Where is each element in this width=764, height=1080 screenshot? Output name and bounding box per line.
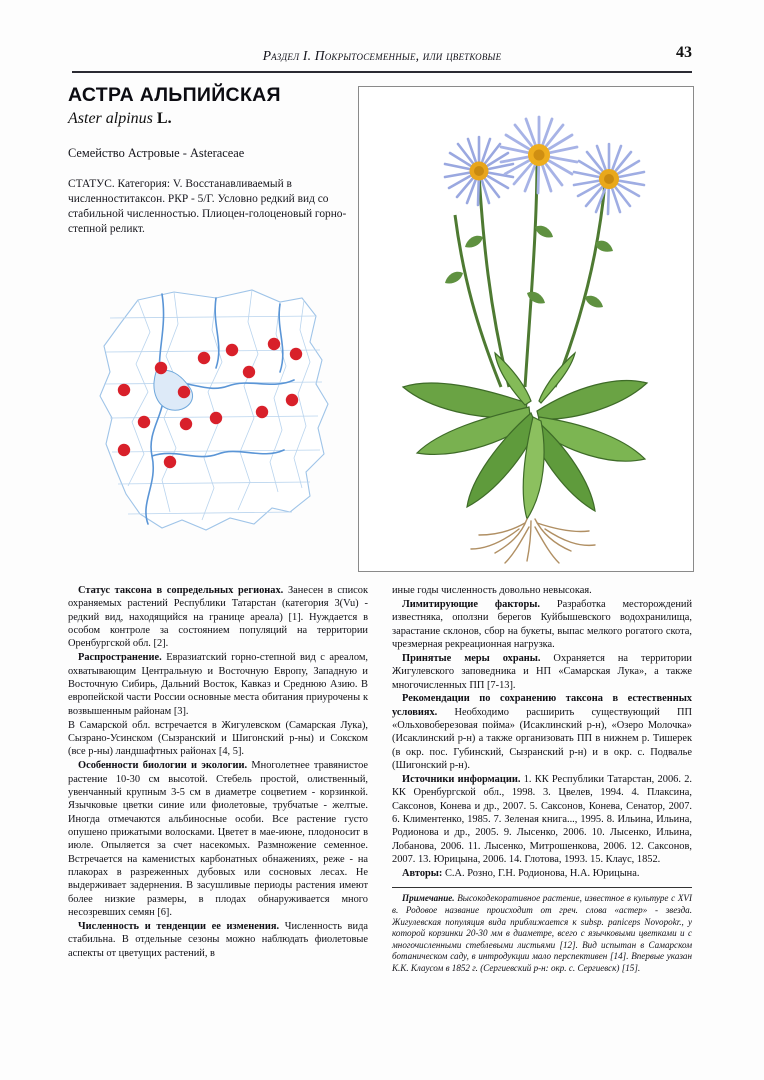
- paragraph-label: Численность и тенденции ее изменения.: [78, 920, 280, 932]
- paragraph-text: В Самарской обл. встречается в Жигулевском (Самарская Лука), Сызрано-Усинском (Сызранский и Шигонский р-ны) и Сокском (все р-ны) ландшафтных районах [4, 5].: [68, 719, 368, 758]
- paragraph-text: Численность вида стабильна. В отдельные сезоны можно наблюдать фиолетовые аспекты от цветущих растений, в: [68, 920, 368, 959]
- paragraph-label: Авторы:: [402, 868, 443, 880]
- map-svg: [66, 272, 356, 572]
- paragraph-label: Лимитирующие факторы.: [402, 598, 540, 610]
- paragraph-text: С.А. Розно, Г.Н. Родионова, Н.А. Юрицына.: [442, 868, 640, 880]
- paragraph-continuation: [392, 584, 692, 597]
- header-rule: [72, 71, 692, 73]
- note-text: Высокодекоративное растение, известное в культуре с XVI в. Родовое название происходит от греч. слова «астер» - звезда. Жигулевская популяция вида приближается к subsp. paniceps Novopokr., у которой корзинки 20-30 мм в диаметре, всего с язычковыми цветками и с многочисленными стеблевыми листьями [12]. Вид испытан в Самарском ботаническом саду, в интродукции мало перспективен [14]. Впервые указан К.К. Клаусом в 1852 г. (Сергиевский р-н: окр. с. Сергиевск) [15].: [392, 893, 692, 973]
- paragraph-label: Рекомендации по сохранению таксона в естественных условиях.: [392, 693, 692, 718]
- species-name-latin: [68, 110, 348, 128]
- species-name-russian: АСТРА АЛЬПИЙСКАЯ: [68, 84, 281, 106]
- paragraph-text: 1. КК Республики Татарстан, 2006. 2. КК Оренбургской обл., 1998. 3. Цвелев, 1994. 4. Плаксина, Саксонов, Конева и др., 2007. 5. Саксонов, Конева, Сенатор, 2007. 6. Климентенко, 1985. 7. Зеленая книга..., 1995. 8. Ильина, Ильина, Родионова и др., 2005. 9. Лысенко, 2006. 10. Лысенко, Ильина, Лобанова, 2006. 11. Лысенко, Митрошенкова, 2006. 12. Саксонов, 2007. 13. Юрицына, 2006. 14. Глотова, 1993. 15. Клаус, 1852.: [392, 774, 692, 866]
- note-divider: [392, 887, 692, 888]
- paragraph-protection-measures: [392, 652, 692, 692]
- species-latin-author: L.: [156, 110, 172, 128]
- species-title-block: [68, 85, 348, 237]
- paragraph-text: Разработка месторождений известняка, оползни берегов Куйбышевского водохранилища, зарастание склонов, сбор на букеты, выпас мелкого рогатого скота, чрезмерная рекреационная нагрузка.: [392, 598, 693, 650]
- paragraph-text: иные годы численность довольно невысокая.: [392, 585, 592, 596]
- paragraph-text: Необходимо расширить существующий ПП «Ольховоберезовая пойма» (Исаклинский р-н), «Озеро Молочка» (Исаклинский р-н) а также организовать ПП в нижнем р. Тишерек (в окр. пос. Губинский, Сызранский р-н) и в окр. с. Подвалье (Шигонский р-н).: [392, 706, 692, 772]
- page-number: 43: [676, 44, 692, 61]
- paragraph-recommendations: [392, 692, 692, 772]
- body-column-left: [68, 584, 368, 961]
- running-title: Раздел I. Покрытосеменные, или цветковые: [262, 48, 502, 63]
- species-latin-binomial: Aster alpinus: [68, 110, 153, 128]
- paragraph-label: Распространение.: [78, 652, 162, 664]
- paragraph-label: Источники информации.: [402, 774, 521, 786]
- paragraph-label: Статус таксона в сопредельных регионах.: [78, 585, 284, 596]
- status-paragraph: СТАТУС. Категория: V. Восстанавливаемый в численноститаксон. РКР - 5/Г. Условно редкий вид со стабильной численностью. Плиоцен-голоценовый горно-степной реликт.: [68, 178, 347, 236]
- paragraph-authors: [392, 867, 692, 880]
- paragraph-label: Принятые меры охраны.: [402, 652, 541, 664]
- paragraph-note: [392, 893, 692, 974]
- note-label: Примечание.: [402, 893, 455, 904]
- page-header: [72, 48, 692, 64]
- paragraph-sources: [392, 773, 692, 867]
- paragraph-status-regions: [68, 584, 368, 651]
- paragraph-distribution-local: [68, 719, 368, 759]
- paragraph-label: Особенности биологии и экологии.: [78, 760, 248, 772]
- distribution-map: [66, 272, 356, 572]
- paragraph-text: Евразиатский горно-степной вид с ареалом, охватывающим Центральную и Восточную Европу, Западную и Восточную Сибирь, Дальний Восток, Кавказ и Среднюю Азию. В европейской части России основные места обитания приурочены к возвышенным районам [3].: [68, 652, 368, 717]
- paragraph-distribution: [68, 651, 368, 718]
- species-illustration: [358, 86, 694, 572]
- body-column-right: [392, 584, 692, 975]
- paragraph-population-trends: [68, 920, 368, 960]
- family-line: Семейство Астровые - Asteraceae: [68, 146, 245, 161]
- paragraph-text: Занесен в список охраняемых растений Республики Татарстан (категория 3(Vu) - редкий вид, находящийся на границе ареала) [1]. Нуждается в особом контроле за состоянием популяций на территории Оренбургской обл. [2].: [68, 585, 368, 650]
- aster-alpinus-plant-illustration: [359, 87, 691, 569]
- paragraph-text: Охраняется на территории Жигулевского заповедника и НП «Самарская Лука», а также многочисленных ПП [7-13].: [392, 652, 692, 691]
- paragraph-text: Многолетнее травянистое растение 10-30 см высотой. Стебель простой, олиственный, увенчанный крупным 3-5 см в диаметре соцветием - корзинкой. Язычковые цветки синие или фиолетовые, трубчатые - желтые. Иногда отмечаются альбиносные особи. Все растение густо опушено прижатыми волосками. Цветет в мае-июне, плодоносит в июле. Опыляется за счет насекомых. Размножение семенное. Встречается на каменистых карбонатных обнажениях, реже - на плакорах в разреженных дубовых или сосновых лесах. Не выдерживает задернения. В засушливые периоды растения имеют более низкие размеры, в плодах обнаруживается много несозревших семян [6].: [68, 760, 369, 919]
- paragraph-limiting-factors: [392, 598, 692, 651]
- paragraph-biology: [68, 759, 368, 919]
